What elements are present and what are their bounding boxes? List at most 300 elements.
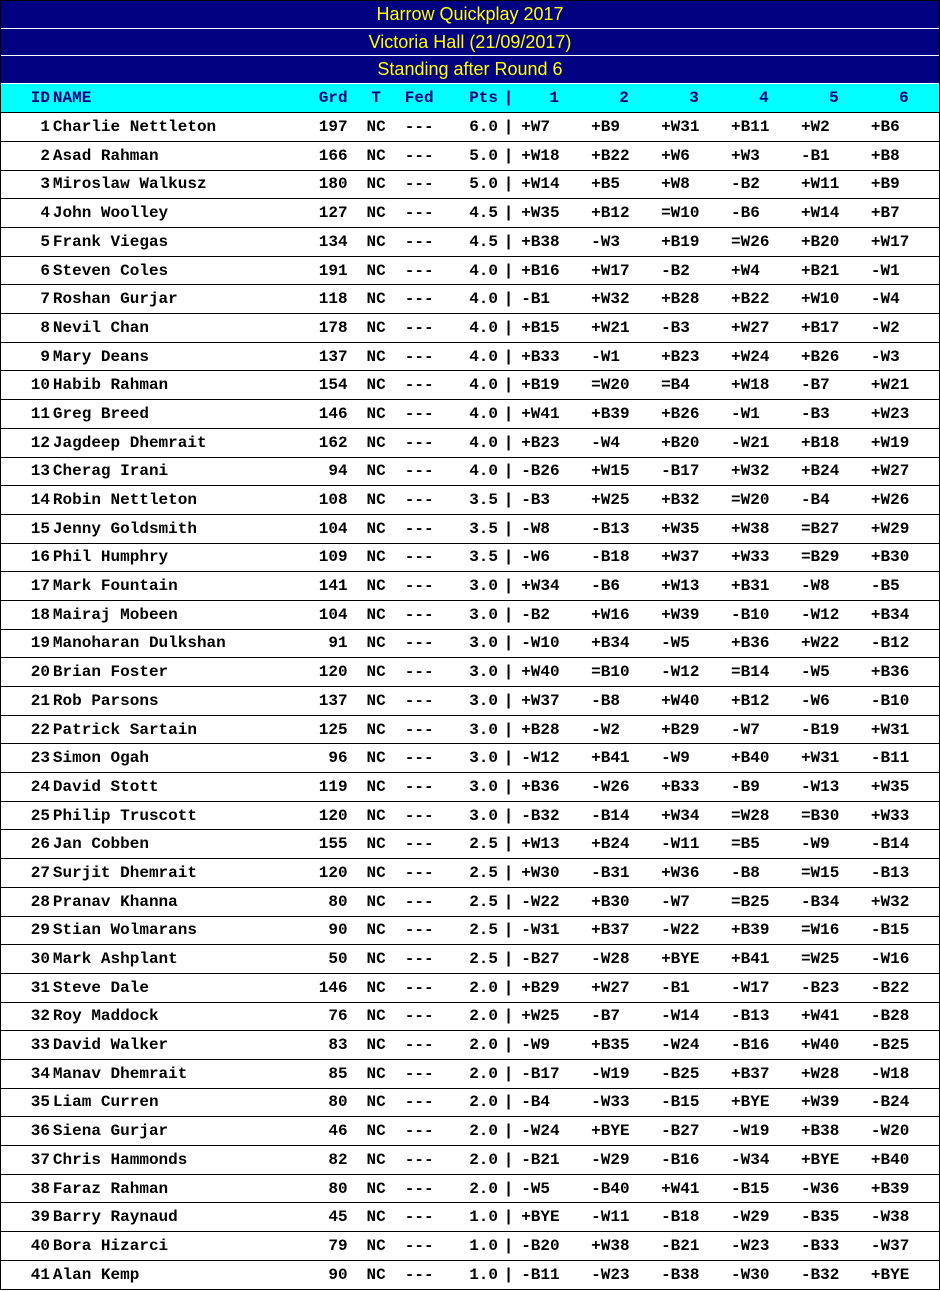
- row-separator: |: [503, 806, 514, 825]
- table-row: [1, 973, 939, 1002]
- player-title: NC: [366, 749, 386, 768]
- round-3-result: -B3: [661, 318, 690, 337]
- round-1-result: -W8: [521, 519, 551, 538]
- player-name: Liam Curren: [52, 1093, 159, 1112]
- round-4-result: +B22: [731, 290, 770, 309]
- player-title: NC: [366, 433, 386, 452]
- player-title: NC: [366, 376, 386, 395]
- player-title: NC: [366, 519, 386, 538]
- player-fed: ---: [404, 462, 434, 481]
- round-4-result: +W4: [731, 261, 760, 280]
- round-3-result: +B26: [661, 404, 700, 423]
- row-separator: |: [503, 978, 514, 997]
- player-id: 28: [30, 892, 50, 911]
- round-6-result: +W33: [870, 806, 910, 825]
- round-4-result: +B41: [731, 950, 770, 969]
- round-2-result: -W29: [591, 1150, 630, 1169]
- round-4-result: -B8: [731, 863, 760, 882]
- player-title: NC: [366, 806, 386, 825]
- player-id: 22: [30, 720, 50, 739]
- round-3-result: -B2: [661, 261, 690, 280]
- round-6-result: -B10: [870, 691, 910, 710]
- round-2-result: -B40: [591, 1179, 630, 1198]
- player-fed: ---: [404, 1208, 434, 1227]
- round-1-result: -B11: [521, 1265, 560, 1284]
- player-grade: 162: [318, 433, 348, 452]
- round-4-result: +W24: [731, 347, 770, 366]
- round-1-result: -W22: [521, 892, 560, 911]
- player-id: 41: [30, 1265, 50, 1284]
- player-points: 3.0: [469, 777, 499, 796]
- player-fed: ---: [404, 749, 434, 768]
- player-points: 3.0: [469, 634, 499, 653]
- player-title: NC: [366, 1179, 386, 1198]
- round-3-result: +W36: [661, 863, 700, 882]
- col-header-round-1: 1: [549, 89, 559, 108]
- round-4-result: -B6: [731, 204, 760, 223]
- table-row: [1, 629, 939, 658]
- standing-status: Standing after Round 6: [1, 56, 939, 84]
- player-title: NC: [366, 1093, 386, 1112]
- player-points: 3.0: [469, 806, 499, 825]
- player-fed: ---: [404, 950, 434, 969]
- player-id: 24: [30, 777, 50, 796]
- round-3-result: -B15: [661, 1093, 700, 1112]
- row-separator: |: [503, 605, 514, 624]
- player-grade: 96: [328, 749, 348, 768]
- table-row: [1, 371, 939, 400]
- player-points: 3.0: [469, 605, 499, 624]
- player-title: NC: [366, 548, 386, 567]
- round-3-result: +W6: [661, 146, 690, 165]
- round-5-result: -W13: [800, 777, 840, 796]
- round-4-result: -B15: [731, 1179, 770, 1198]
- round-6-result: -W37: [870, 1236, 910, 1255]
- round-1-result: +B19: [521, 376, 560, 395]
- player-id: 18: [30, 605, 50, 624]
- player-fed: ---: [404, 978, 434, 997]
- player-id: 20: [30, 663, 50, 682]
- round-3-result: -B16: [661, 1150, 700, 1169]
- round-1-result: -W9: [521, 1036, 551, 1055]
- player-grade: 82: [328, 1150, 348, 1169]
- row-separator: |: [503, 1179, 514, 1198]
- table-row: [1, 256, 939, 285]
- player-id: 14: [30, 491, 50, 510]
- round-2-result: +B41: [591, 749, 630, 768]
- round-1-result: -B4: [521, 1093, 551, 1112]
- round-4-result: +W18: [731, 376, 770, 395]
- player-name: Surjit Dhemrait: [52, 863, 197, 882]
- player-points: 2.0: [469, 1150, 499, 1169]
- player-name: Roy Maddock: [52, 1007, 159, 1026]
- player-fed: ---: [404, 1236, 434, 1255]
- row-separator: |: [503, 1122, 514, 1141]
- player-name: Roshan Gurjar: [52, 290, 178, 309]
- round-5-result: =W15: [800, 863, 840, 882]
- player-fed: ---: [404, 1122, 434, 1141]
- round-3-result: -W22: [661, 921, 700, 940]
- col-header-grade: Grd: [318, 89, 348, 108]
- player-name: Mary Deans: [52, 347, 149, 366]
- player-points: 5.0: [469, 146, 499, 165]
- player-grade: 46: [328, 1122, 348, 1141]
- round-2-result: +B24: [591, 835, 630, 854]
- round-5-result: -B23: [800, 978, 840, 997]
- row-separator: |: [503, 835, 514, 854]
- player-grade: 80: [328, 892, 348, 911]
- row-separator: |: [503, 1150, 514, 1169]
- player-grade: 80: [328, 1093, 348, 1112]
- player-fed: ---: [404, 1150, 434, 1169]
- round-5-result: +B17: [800, 318, 840, 337]
- player-fed: ---: [404, 921, 434, 940]
- round-1-result: +W13: [521, 835, 560, 854]
- round-1-result: -W31: [521, 921, 560, 940]
- col-header-fed: Fed: [404, 89, 434, 108]
- player-fed: ---: [404, 232, 434, 251]
- player-points: 2.5: [469, 921, 499, 940]
- round-5-result: -B35: [800, 1208, 840, 1227]
- player-points: 4.0: [469, 347, 499, 366]
- player-id: 2: [40, 146, 50, 165]
- player-title: NC: [366, 1036, 386, 1055]
- player-fed: ---: [404, 118, 434, 137]
- player-id: 23: [30, 749, 50, 768]
- table-row: [1, 1031, 939, 1060]
- player-name: Steven Coles: [52, 261, 169, 280]
- round-3-result: +W37: [661, 548, 700, 567]
- player-id: 16: [30, 548, 50, 567]
- player-name: Mark Ashplant: [52, 950, 178, 969]
- player-name: Mairaj Mobeen: [52, 605, 178, 624]
- round-5-result: -B3: [800, 404, 830, 423]
- player-fed: ---: [404, 261, 434, 280]
- player-title: NC: [366, 1208, 386, 1227]
- col-header-round-4: 4: [759, 89, 769, 108]
- player-name: Phil Humphry: [52, 548, 169, 567]
- round-6-result: -W16: [870, 950, 910, 969]
- col-header-points: Pts: [469, 89, 499, 108]
- player-name: Faraz Rahman: [52, 1179, 169, 1198]
- round-5-result: +W40: [800, 1036, 840, 1055]
- round-5-result: -W5: [800, 663, 830, 682]
- player-fed: ---: [404, 577, 434, 596]
- player-fed: ---: [404, 519, 434, 538]
- table-row: [1, 428, 939, 457]
- player-name: Miroslaw Walkusz: [52, 175, 207, 194]
- round-5-result: =W16: [800, 921, 840, 940]
- round-5-result: -W8: [800, 577, 830, 596]
- row-separator: |: [503, 347, 514, 366]
- round-5-result: -B33: [800, 1236, 840, 1255]
- round-6-result: +B7: [870, 204, 900, 223]
- round-5-result: +B18: [800, 433, 840, 452]
- round-1-result: -W24: [521, 1122, 560, 1141]
- player-grade: 76: [328, 1007, 348, 1026]
- round-6-result: +B6: [870, 118, 900, 137]
- col-header-id: ID: [30, 89, 50, 108]
- round-5-result: +W2: [800, 118, 830, 137]
- round-2-result: +B35: [591, 1036, 630, 1055]
- player-points: 2.0: [469, 1093, 499, 1112]
- table-row: [1, 1232, 939, 1261]
- player-title: NC: [366, 1236, 386, 1255]
- row-separator: |: [503, 519, 514, 538]
- round-4-result: -W21: [731, 433, 770, 452]
- table-row: [1, 342, 939, 371]
- round-2-result: =W20: [591, 376, 630, 395]
- round-6-result: -B13: [870, 863, 910, 882]
- round-3-result: +W35: [661, 519, 700, 538]
- player-id: 1: [40, 118, 50, 137]
- round-6-result: +W26: [870, 491, 910, 510]
- player-id: 5: [40, 232, 50, 251]
- player-fed: ---: [404, 1007, 434, 1026]
- player-id: 12: [30, 433, 50, 452]
- player-name: Patrick Sartain: [52, 720, 197, 739]
- round-2-result: -W11: [591, 1208, 630, 1227]
- player-name: Nevil Chan: [52, 318, 149, 337]
- player-title: NC: [366, 261, 386, 280]
- player-grade: 108: [318, 491, 348, 510]
- round-2-result: +W21: [591, 318, 630, 337]
- player-points: 3.0: [469, 663, 499, 682]
- round-6-result: -W4: [870, 290, 900, 309]
- player-points: 4.0: [469, 376, 499, 395]
- round-6-result: +BYE: [870, 1265, 910, 1284]
- round-4-result: +W33: [731, 548, 770, 567]
- player-points: 4.0: [469, 261, 499, 280]
- col-header-title: T: [371, 89, 381, 108]
- player-name: Robin Nettleton: [52, 491, 197, 510]
- player-points: 2.5: [469, 950, 499, 969]
- round-2-result: -W19: [591, 1064, 630, 1083]
- round-6-result: -B12: [870, 634, 910, 653]
- round-4-result: +B12: [731, 691, 770, 710]
- table-row: [1, 600, 939, 629]
- round-4-result: -W30: [731, 1265, 770, 1284]
- round-1-result: +W41: [521, 404, 560, 423]
- round-2-result: +W17: [591, 261, 630, 280]
- round-2-result: +W38: [591, 1236, 630, 1255]
- row-separator: |: [503, 921, 514, 940]
- player-points: 2.5: [469, 892, 499, 911]
- table-row: [1, 1088, 939, 1117]
- round-4-result: -B13: [731, 1007, 770, 1026]
- player-fed: ---: [404, 347, 434, 366]
- round-3-result: +W13: [661, 577, 700, 596]
- round-5-result: -B1: [800, 146, 830, 165]
- player-grade: 120: [318, 806, 348, 825]
- round-1-result: -B20: [521, 1236, 560, 1255]
- col-header-round-6: 6: [899, 89, 909, 108]
- player-title: NC: [366, 404, 386, 423]
- player-fed: ---: [404, 1265, 434, 1284]
- player-id: 7: [40, 290, 50, 309]
- round-3-result: -W11: [661, 835, 700, 854]
- player-id: 34: [30, 1064, 50, 1083]
- player-name: Asad Rahman: [52, 146, 159, 165]
- round-1-result: +B38: [521, 232, 560, 251]
- round-2-result: +B30: [591, 892, 630, 911]
- round-4-result: +B31: [731, 577, 770, 596]
- row-separator: |: [503, 1265, 514, 1284]
- player-title: NC: [366, 175, 386, 194]
- round-2-result: -B13: [591, 519, 630, 538]
- round-4-result: -W29: [731, 1208, 770, 1227]
- round-1-result: +W35: [521, 204, 560, 223]
- player-points: 2.0: [469, 1122, 499, 1141]
- row-separator: |: [503, 462, 514, 481]
- table-row: [1, 486, 939, 515]
- table-row: [1, 1117, 939, 1146]
- player-points: 3.0: [469, 577, 499, 596]
- player-grade: 191: [318, 261, 348, 280]
- round-3-result: +B32: [661, 491, 700, 510]
- round-3-result: -B25: [661, 1064, 700, 1083]
- player-name: Charlie Nettleton: [52, 118, 217, 137]
- round-3-result: -B27: [661, 1122, 700, 1141]
- player-points: 3.5: [469, 519, 499, 538]
- player-title: NC: [366, 1150, 386, 1169]
- round-4-result: -W34: [731, 1150, 770, 1169]
- table-row: [1, 658, 939, 687]
- round-1-result: +BYE: [521, 1208, 560, 1227]
- round-1-result: +W30: [521, 863, 560, 882]
- round-3-result: +B28: [661, 290, 700, 309]
- player-title: NC: [366, 634, 386, 653]
- player-points: 1.0: [469, 1208, 499, 1227]
- player-grade: 154: [318, 376, 348, 395]
- player-fed: ---: [404, 433, 434, 452]
- table-row: [1, 457, 939, 486]
- round-2-result: -W28: [591, 950, 630, 969]
- table-row: [1, 1174, 939, 1203]
- table-row: [1, 1059, 939, 1088]
- col-header-round-2: 2: [619, 89, 629, 108]
- round-5-result: -B7: [800, 376, 830, 395]
- round-3-result: +W31: [661, 118, 700, 137]
- table-row: [1, 572, 939, 601]
- player-grade: 155: [318, 835, 348, 854]
- table-row: [1, 141, 939, 170]
- round-2-result: -W23: [591, 1265, 630, 1284]
- row-separator: |: [503, 663, 514, 682]
- round-1-result: -W10: [521, 634, 560, 653]
- row-separator: |: [503, 777, 514, 796]
- player-id: 35: [30, 1093, 50, 1112]
- player-points: 2.0: [469, 1179, 499, 1198]
- player-title: NC: [366, 577, 386, 596]
- player-title: NC: [366, 146, 386, 165]
- table-row: [1, 1203, 939, 1232]
- round-6-result: +B40: [870, 1150, 910, 1169]
- player-title: NC: [366, 1007, 386, 1026]
- row-separator: |: [503, 548, 514, 567]
- player-grade: 94: [328, 462, 348, 481]
- round-4-result: +W32: [731, 462, 770, 481]
- round-6-result: -W38: [870, 1208, 910, 1227]
- round-1-result: -W6: [521, 548, 551, 567]
- player-fed: ---: [404, 548, 434, 567]
- round-6-result: +B39: [870, 1179, 910, 1198]
- table-row: [1, 228, 939, 257]
- round-2-result: +W25: [591, 491, 630, 510]
- player-id: 31: [30, 978, 50, 997]
- player-title: NC: [366, 1122, 386, 1141]
- round-4-result: -W17: [731, 978, 770, 997]
- row-separator: |: [503, 892, 514, 911]
- round-3-result: -B17: [661, 462, 700, 481]
- round-2-result: +B39: [591, 404, 630, 423]
- round-2-result: +B9: [591, 118, 620, 137]
- round-4-result: +W3: [731, 146, 760, 165]
- row-separator: |: [503, 1007, 514, 1026]
- round-6-result: -W2: [870, 318, 900, 337]
- player-title: NC: [366, 462, 386, 481]
- player-points: 2.0: [469, 1036, 499, 1055]
- player-grade: 125: [318, 720, 348, 739]
- round-6-result: +B8: [870, 146, 900, 165]
- table-row: [1, 687, 939, 716]
- row-separator: |: [503, 1064, 514, 1083]
- player-name: Chris Hammonds: [52, 1150, 188, 1169]
- round-1-result: +B23: [521, 433, 560, 452]
- player-fed: ---: [404, 863, 434, 882]
- round-2-result: -W4: [591, 433, 620, 452]
- player-grade: 45: [328, 1208, 348, 1227]
- player-title: NC: [366, 777, 386, 796]
- round-2-result: -W2: [591, 720, 620, 739]
- round-1-result: -W5: [521, 1179, 551, 1198]
- col-header-round-3: 3: [689, 89, 699, 108]
- player-title: NC: [366, 204, 386, 223]
- row-separator: |: [503, 204, 514, 223]
- round-6-result: -B28: [870, 1007, 910, 1026]
- player-id: 26: [30, 835, 50, 854]
- round-2-result: -W1: [591, 347, 620, 366]
- round-6-result: -B11: [870, 749, 910, 768]
- round-4-result: +B37: [731, 1064, 770, 1083]
- round-4-result: =B5: [731, 835, 760, 854]
- round-6-result: -B24: [870, 1093, 910, 1112]
- player-points: 4.0: [469, 404, 499, 423]
- round-1-result: +B15: [521, 318, 560, 337]
- player-grade: 109: [318, 548, 348, 567]
- round-4-result: =W20: [731, 491, 770, 510]
- round-6-result: -W18: [870, 1064, 910, 1083]
- round-3-result: -W12: [661, 663, 700, 682]
- round-6-result: -W20: [870, 1122, 910, 1141]
- player-grade: 119: [318, 777, 348, 796]
- round-5-result: -B32: [800, 1265, 840, 1284]
- round-2-result: +B12: [591, 204, 630, 223]
- player-name: Cherag Irani: [52, 462, 169, 481]
- row-separator: |: [503, 318, 514, 337]
- table-row: [1, 170, 939, 199]
- player-title: NC: [366, 835, 386, 854]
- round-5-result: +B24: [800, 462, 840, 481]
- round-4-result: +B11: [731, 118, 770, 137]
- round-3-result: =W10: [661, 204, 700, 223]
- row-separator: |: [503, 1208, 514, 1227]
- table-row: [1, 199, 939, 228]
- table-row: [1, 945, 939, 974]
- round-6-result: +W31: [870, 720, 910, 739]
- player-name: Jan Cobben: [52, 835, 149, 854]
- player-points: 4.5: [469, 232, 499, 251]
